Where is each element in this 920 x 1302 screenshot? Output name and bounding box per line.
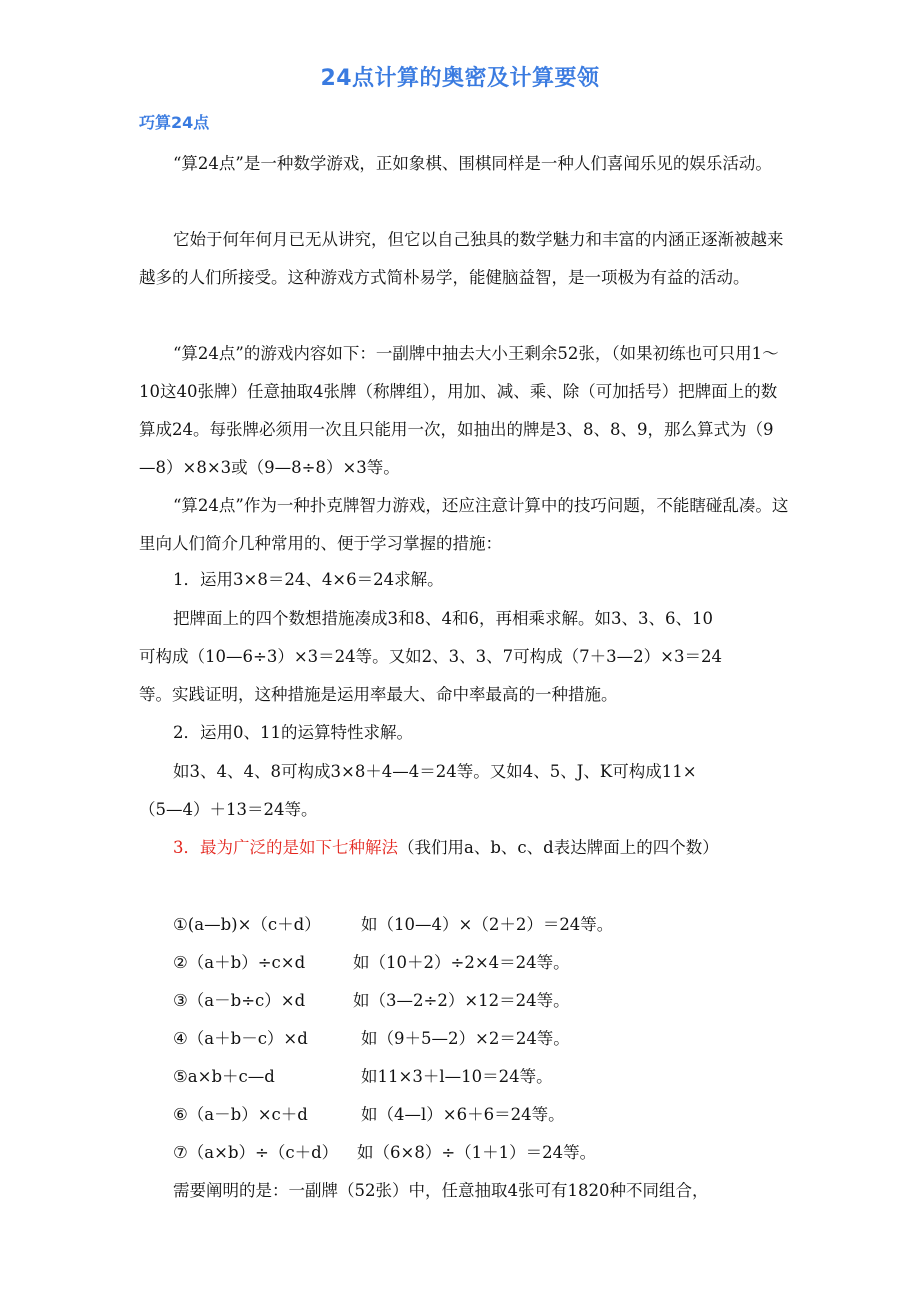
- formula-expression: ⑦（a×b）÷（c＋d）: [173, 1143, 339, 1162]
- formula-expression: ②（a＋b）÷c×d: [173, 953, 306, 972]
- paragraph-rules: “算24点”的游戏内容如下：一副牌中抽去大小王剩余52张，（如果初练也可只用1～10这40张牌）任意抽取4张牌（称牌组），用加、减、乘、除（可加括号）把牌面上的数算成24。每张牌必须用一次且只能用一次，如抽出的牌是3、8、8、9，那么算式为（9—8）×8×3或（9—8÷8）×3等。: [139, 344, 779, 477]
- formula-example: 如（3—2÷2）×12＝24等。: [353, 991, 570, 1010]
- section-heading: 巧算24点: [139, 113, 210, 132]
- formula-example: 如（10＋2）÷2×4＝24等。: [353, 953, 570, 972]
- formula-expression: ④（a＋b－c）×d: [173, 1029, 308, 1048]
- method1-line: 等。实践证明，这种措施是运用率最大、命中率最高的一种措施。: [139, 685, 618, 704]
- paragraph-history: 它始于何年何月已无从讲究，但它以自己独具的数学魅力和丰富的内涵正逐渐被越来越多的人们所接受。这种游戏方式简朴易学，能健脑益智，是一项极为有益的活动。: [139, 230, 784, 287]
- formula-expression: ①(a—b)×（c＋d）: [173, 915, 321, 934]
- paragraph-intro: “算24点”是一种数学游戏，正如象棋、围棋同样是一种人们喜闻乐见的娱乐活动。: [173, 154, 772, 173]
- page-title: 24点计算的奥密及计算要领: [320, 66, 600, 91]
- method2-line: （5—4）＋13＝24等。: [139, 800, 318, 819]
- method3-heading-red: 3．最为广泛的是如下七种解法: [173, 838, 398, 857]
- formula-expression: ③（a－b÷c）×d: [173, 991, 306, 1010]
- formula-example: 如（6×8）÷（1＋1）＝24等。: [357, 1143, 597, 1162]
- formula-example: 如（10—4）×（2＋2）＝24等。: [361, 915, 614, 934]
- method2-line: 如3、4、4、8可构成3×8＋4—4＝24等。又如4、5、J、K可构成11×: [173, 762, 697, 781]
- method2-heading: 2．运用0、11的运算特性求解。: [173, 723, 413, 742]
- formula-example: 如（9＋5—2）×2＝24等。: [361, 1029, 570, 1048]
- method3-heading: [173, 833, 843, 863]
- formula-example: 如（4—l）×6＋6＝24等。: [361, 1105, 565, 1124]
- method1-line: 可构成（10—6÷3）×3＝24等。又如2、3、3、7可构成（7＋3—2）×3＝24: [139, 647, 722, 666]
- formula-expression: ⑥（a－b）×c＋d: [173, 1105, 308, 1124]
- method1-line: 把牌面上的四个数想措施凑成3和8、4和6，再相乘求解。如3、3、6、10: [173, 609, 713, 628]
- formula-expression: ⑤a×b＋c—d: [173, 1067, 275, 1086]
- method3-heading-note: （我们用a、b、c、d表达牌面上的四个数）: [398, 838, 719, 857]
- paragraph-methods-intro: “算24点”作为一种扑克牌智力游戏，还应注意计算中的技巧问题，不能瞎碰乱凑。这里向人们简介几种常用的、便于学习掌握的措施：: [139, 496, 789, 553]
- closing-line: 需要阐明的是：一副牌（52张）中，任意抽取4张可有1820种不同组合，: [173, 1181, 709, 1200]
- formula-example: 如11×3＋l—10＝24等。: [361, 1067, 553, 1086]
- method1-heading: 1．运用3×8＝24、4×6＝24求解。: [173, 570, 444, 589]
